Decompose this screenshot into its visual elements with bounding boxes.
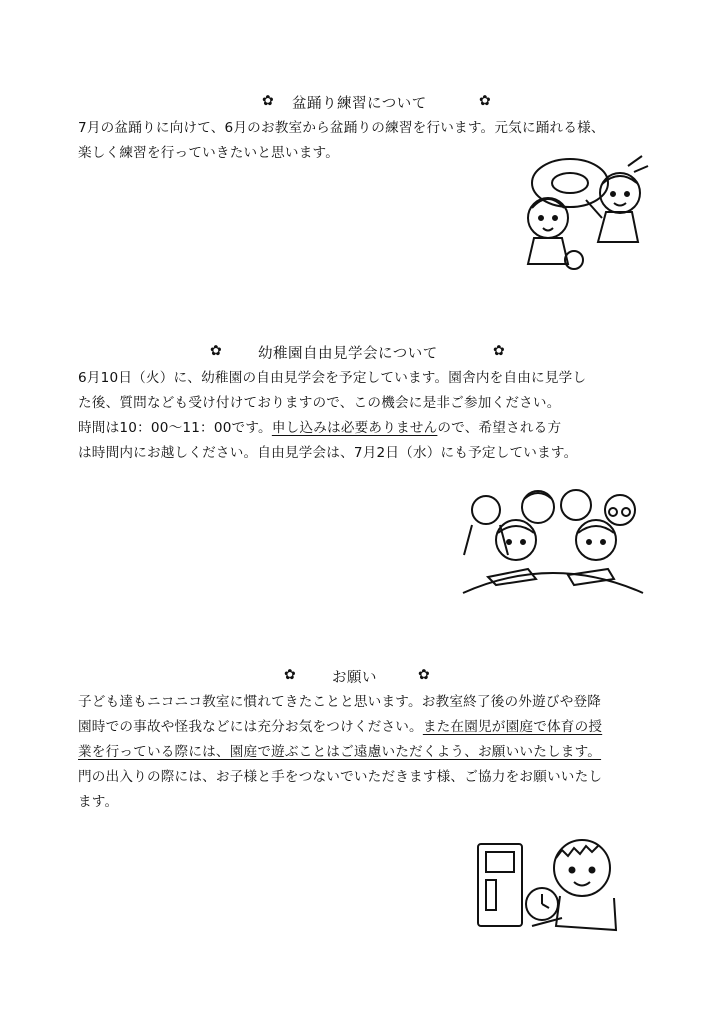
time-line bbox=[78, 416, 643, 441]
section-heading: 幼稚園自由見学会について bbox=[258, 346, 438, 362]
playground-notice-cont: 業を行っている際には、園庭で遊ぶことはご遠慮いただくよう、お願いいたします。 bbox=[78, 744, 602, 760]
paragraph-line: た後、質問なども受け付けておりますので、この機会に是非ご参加ください。 bbox=[78, 395, 561, 411]
paragraph-line: ます。 bbox=[78, 794, 119, 810]
bon-dance-illustration bbox=[510, 148, 660, 278]
paragraph-line: 6月10日（火）に、幼稚園の自由見学会を予定しています。園舎内を自由に見学し bbox=[78, 370, 587, 386]
clock-child-illustration bbox=[472, 830, 632, 940]
paragraph-text: 園時での事故や怪我などには充分お気をつけください。 bbox=[78, 719, 423, 735]
flower-icon: ✿ bbox=[479, 93, 491, 109]
paragraph-line: 子ども達もニコニコ教室に慣れてきたことと思います。お教室終了後の外遊びや登降 bbox=[78, 694, 602, 710]
paragraph-line: 7月の盆踊りに向けて、6月のお教室から盆踊りの練習を行います。元気に踊れる様、 bbox=[78, 120, 605, 136]
playground-notice: また在園児が園庭で体育の授 bbox=[422, 719, 603, 735]
paragraph-line: は時間内にお越しください。自由見学会は、7月2日（水）にも予定しています。 bbox=[78, 445, 578, 461]
flower-icon: ✿ bbox=[284, 667, 296, 683]
paragraph-line: 楽しく練習を行っていきたいと思います。 bbox=[78, 145, 339, 161]
flower-icon: ✿ bbox=[262, 93, 274, 109]
paragraph-line: 門の出入りの際には、お子様と手をつないでいただきます様、ご協力をお願いいたし bbox=[78, 769, 603, 785]
open-house-illustration bbox=[458, 485, 648, 595]
paragraph-line bbox=[78, 715, 643, 740]
time-text: 時間は10：00～11：00です。 bbox=[78, 420, 272, 436]
no-application-needed: 申し込みは必要ありません bbox=[271, 420, 438, 436]
flower-icon: ✿ bbox=[418, 667, 430, 683]
section-heading: 盆踊り練習について bbox=[292, 96, 427, 112]
section-heading: お願い bbox=[332, 670, 377, 686]
flower-icon: ✿ bbox=[493, 343, 505, 359]
flower-icon: ✿ bbox=[210, 343, 222, 359]
time-text-suffix: ので、希望される方 bbox=[437, 420, 562, 436]
